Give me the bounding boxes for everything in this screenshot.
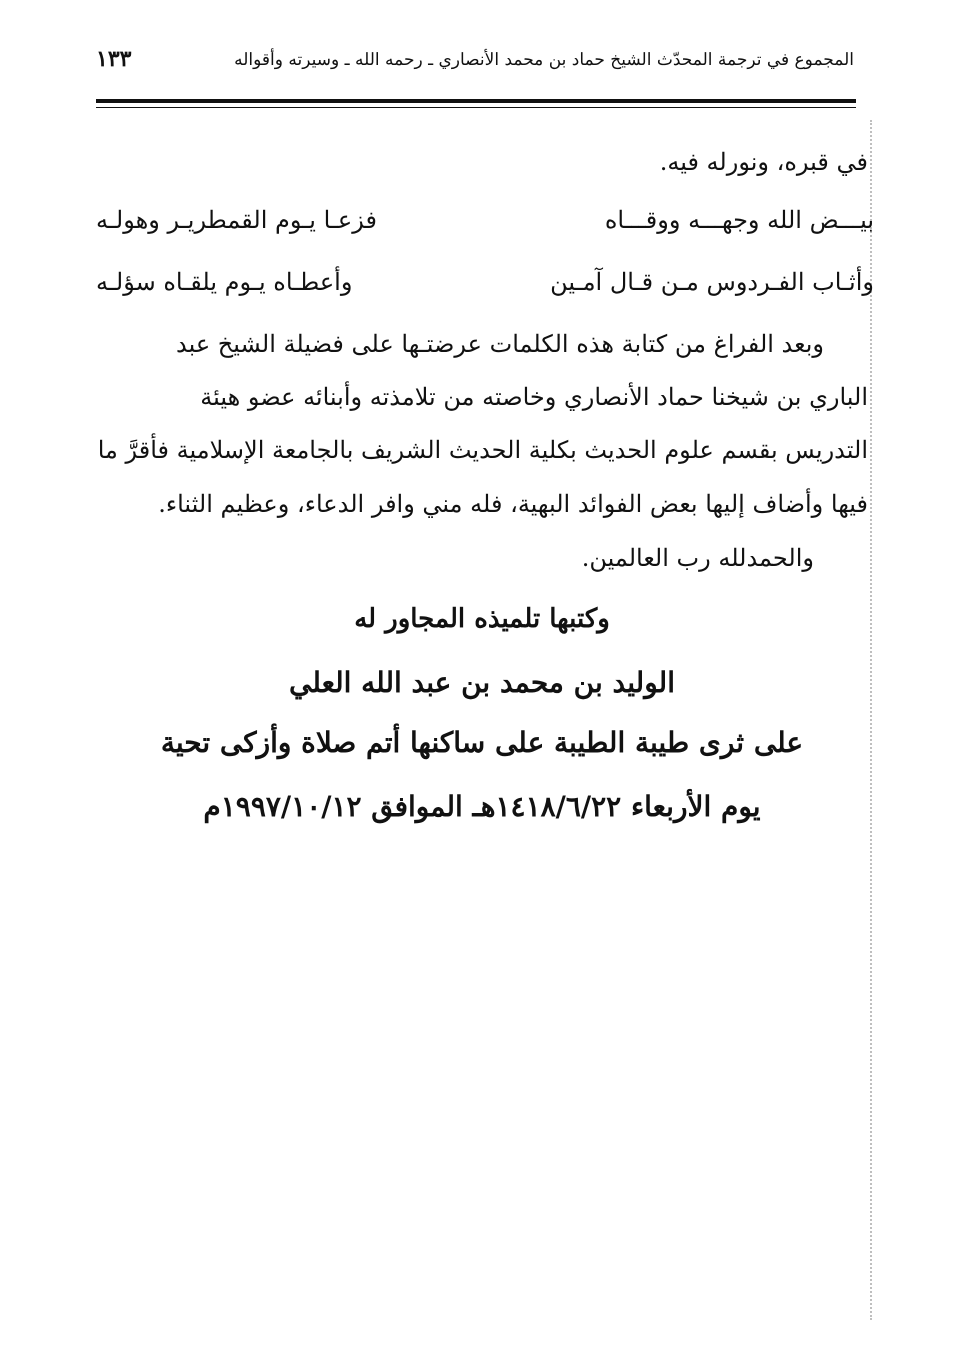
paragraph-line-4: فيها وأضاف إليها بعض الفوائد البهية، فله مني وافر الدعاء، وعظيم الثناء.	[158, 490, 868, 518]
verse-second-hemistich: وأعطـاه يـوم يلقـاه سؤلـه	[96, 268, 353, 296]
closing-praise: والحمدلله رب العالمين.	[581, 544, 814, 572]
verse-second-hemistich: فزعـا يـوم القمطريـر وهولـه	[96, 206, 377, 234]
paragraph-line-2: الباري بن شيخنا حماد الأنصاري وخاصته من تلامذته وأبنائه عضو هيئة	[200, 383, 868, 411]
header-title: المجموع في ترجمة المحدّث الشيخ حماد بن محمد الأنصاري ـ رحمه الله ـ وسيرته وأقواله	[234, 50, 854, 70]
header-rule-thick	[96, 99, 856, 103]
header-rule-thin	[96, 107, 856, 108]
signature-line-1: وكتبها تلميذه المجاور له	[354, 604, 610, 634]
paragraph-line-3: التدريس بقسم علوم الحديث بكلية الحديث الشريف بالجامعة الإسلامية فأقرَّ ما	[97, 436, 868, 464]
page-number: ١٣٣	[96, 46, 132, 72]
verse-line-2	[96, 268, 874, 308]
verse-line-1	[96, 206, 874, 246]
signature-place: على ثرى طيبة الطيبة على ساكنها أتم صلاة وأزكى تحية	[160, 726, 804, 759]
verse-first-hemistich: بيـــض الله وجهـــه ووقـــاه	[604, 206, 874, 234]
verse-first-hemistich: وأثـاب الفـردوس مـن قـال آمـين	[550, 268, 874, 296]
paragraph-line-1: وبعد الفراغ من كتابة هذه الكلمات عرضتـها على فضيلة الشيخ عبد	[175, 330, 824, 358]
signature-date: يوم الأربعاء ١٤١٨/٦/٢٢هـ الموافق ١٩٩٧/١٠/١٢م	[203, 790, 761, 823]
running-header	[96, 44, 854, 80]
signature-author-name: الوليد بن محمد بن عبد الله العلي	[289, 666, 675, 699]
intro-line: في قبره، ونورله فيه.	[659, 148, 868, 176]
